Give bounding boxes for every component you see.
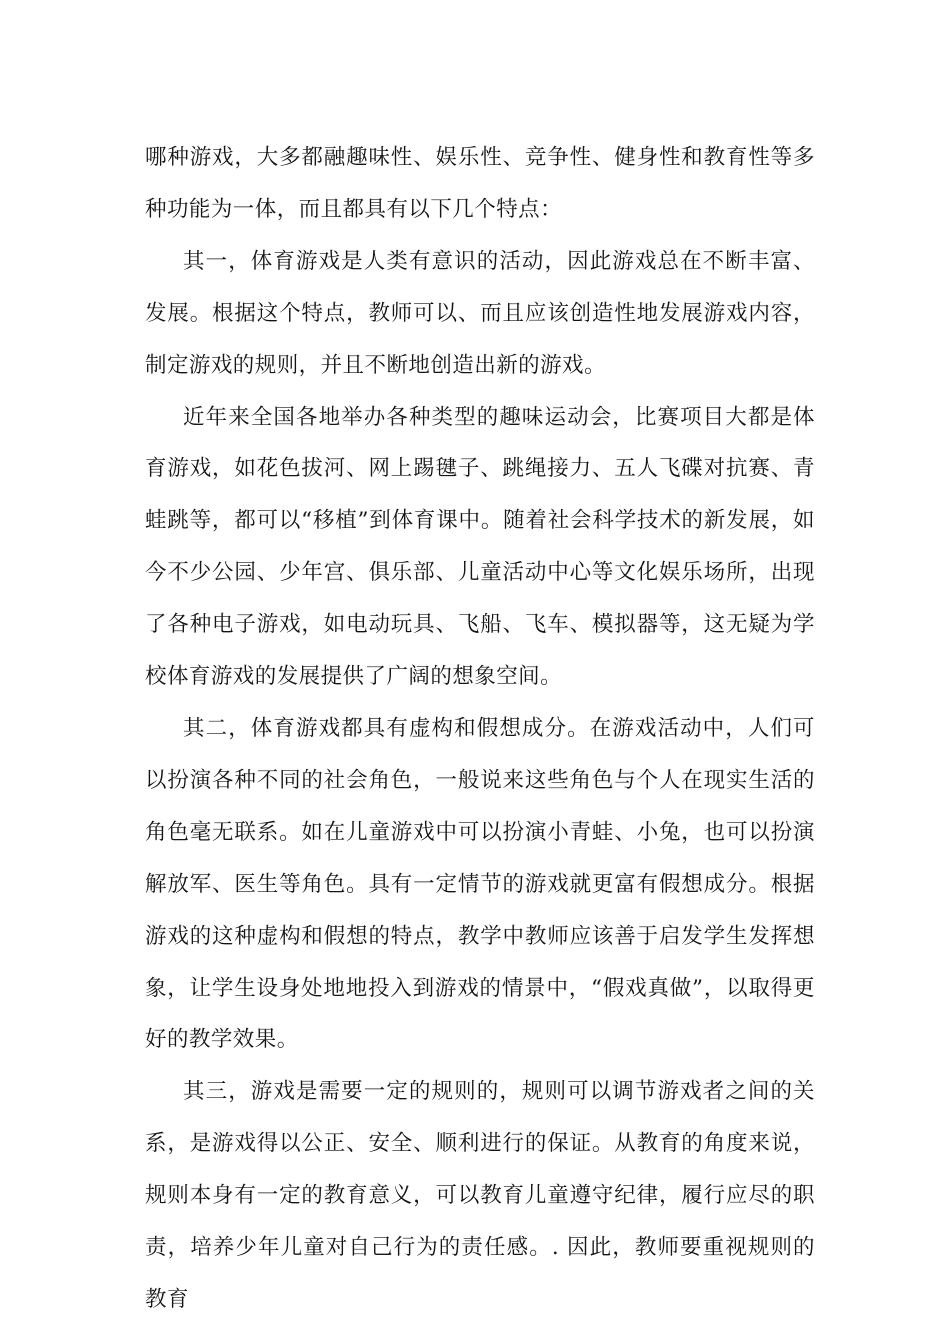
paragraph-continuation: 哪种游戏，大多都融趣味性、娱乐性、竞争性、健身性和教育性等多种功能为一体，而且都具有以下几个特点：	[145, 145, 815, 222]
body-text	[145, 132, 815, 1326]
paragraph-feature-two: 其二，体育游戏都具有虚构和假想成分。在游戏活动中，人们可以扮演各种不同的社会角色，一般说来这些角色与个人在现实生活的角色毫无联系。如在儿童游戏中可以扮演小青蛙、小兔，也可以扮演解放军、医生等角色。具有一定情节的游戏就更富有假想成分。根据游戏的这种虚构和假想的特点，教学中教师应该善于启发学生发挥想象，让学生设身处地地投入到游戏的情景中，“假戏真做”，以取得更好的教学效果。	[145, 715, 815, 1053]
paragraph-feature-three: 其三，游戏是需要一定的规则的，规则可以调节游戏者之间的关系，是游戏得以公正、安全、顺利进行的保证。从教育的角度来说，规则本身有一定的教育意义，可以教育儿童遵守纪律，履行应尽的职责，培养少年儿童对自己行为的责任感。. 因此，教师要重视规则的教育	[145, 1079, 815, 1312]
paragraph-fun-sports-meets: 近年来全国各地举办各种类型的趣味运动会，比赛项目大都是体育游戏，如花色拔河、网上踢毽子、跳绳接力、五人飞碟对抗赛、青蛙跳等，都可以“移植”到体育课中。随着社会科学技术的新发展，如今不少公园、少年宫、俱乐部、儿童活动中心等文化娱乐场所，出现了各种电子游戏，如电动玩具、飞船、飞车、模拟器等，这无疑为学校体育游戏的发展提供了广阔的想象空间。	[145, 404, 815, 690]
paragraph-feature-one: 其一，体育游戏是人类有意识的活动，因此游戏总在不断丰富、发展。根据这个特点，教师可以、而且应该创造性地发展游戏内容，制定游戏的规则，并且不断地创造出新的游戏。	[145, 248, 815, 378]
